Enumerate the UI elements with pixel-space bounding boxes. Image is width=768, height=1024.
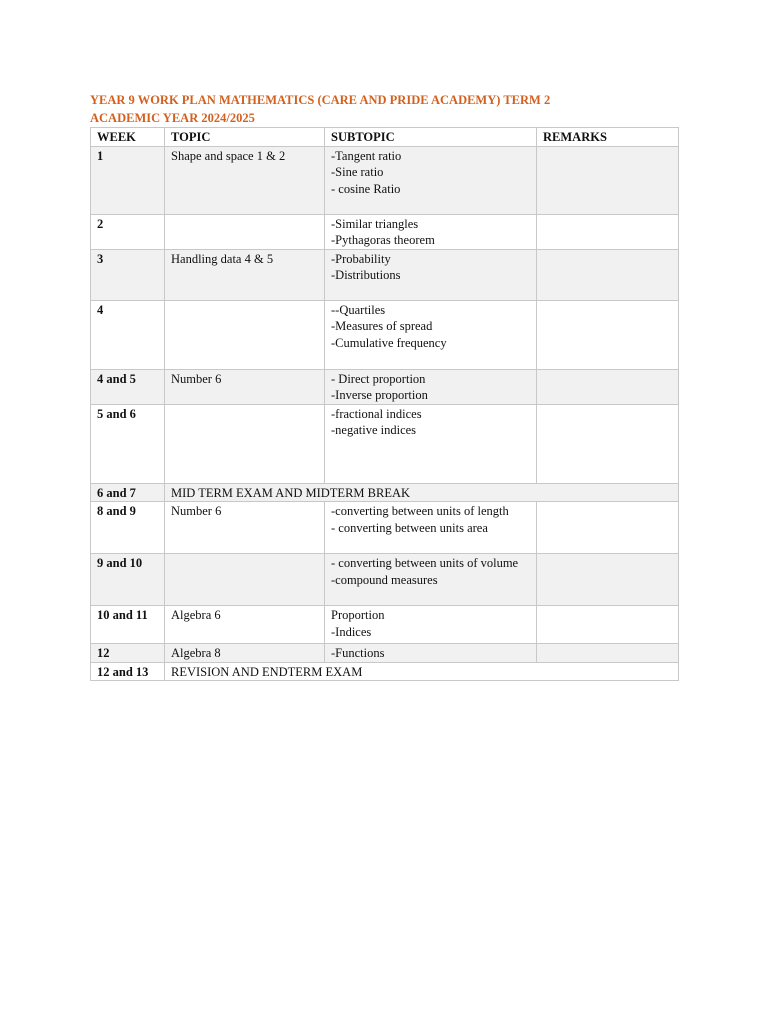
header-remarks: REMARKS bbox=[537, 128, 679, 147]
subtopic-item: -Pythagoras theorem bbox=[331, 233, 435, 247]
title-line-1: YEAR 9 WORK PLAN MATHEMATICS (CARE AND PRIDE ACADEMY) TERM 2 bbox=[90, 93, 551, 107]
week-cell: 9 and 10 bbox=[91, 554, 165, 606]
subtopic-cell bbox=[325, 146, 537, 214]
topic-cell: Algebra 8 bbox=[165, 644, 325, 663]
week-cell: 4 and 5 bbox=[91, 369, 165, 404]
remarks-cell bbox=[537, 369, 679, 404]
week-cell: 3 bbox=[91, 249, 165, 300]
header-week: WEEK bbox=[91, 128, 165, 147]
remarks-cell bbox=[537, 404, 679, 483]
remarks-cell bbox=[537, 644, 679, 663]
subtopic-item: -Distributions bbox=[331, 268, 401, 282]
subtopic-item: -Functions bbox=[331, 646, 385, 660]
week-cell: 12 and 13 bbox=[91, 662, 165, 681]
merged-event-cell: MID TERM EXAM AND MIDTERM BREAK bbox=[165, 483, 679, 502]
subtopic-item: -converting between units of length bbox=[331, 504, 509, 518]
subtopic-item: -Similar triangles bbox=[331, 216, 419, 231]
remarks-cell bbox=[537, 554, 679, 606]
table-row bbox=[91, 146, 679, 214]
document-title bbox=[90, 92, 690, 127]
table-row bbox=[91, 404, 679, 483]
remarks-cell bbox=[537, 146, 679, 214]
week-cell: 1 bbox=[91, 146, 165, 214]
week-cell: 12 bbox=[91, 644, 165, 663]
subtopic-cell bbox=[325, 300, 537, 369]
table-row bbox=[91, 554, 679, 606]
subtopic-item: -Indices bbox=[331, 624, 372, 639]
week-cell: 8 and 9 bbox=[91, 502, 165, 554]
week-cell: 6 and 7 bbox=[91, 483, 165, 502]
title-line-2: ACADEMIC YEAR 2024/2025 bbox=[90, 110, 255, 125]
table-row bbox=[91, 300, 679, 369]
table-row bbox=[91, 606, 679, 644]
topic-cell: Number 6 bbox=[165, 502, 325, 554]
table-row bbox=[91, 369, 679, 404]
topic-cell: Number 6 bbox=[165, 369, 325, 404]
table-header-row bbox=[91, 128, 679, 147]
table-row bbox=[91, 644, 679, 663]
subtopic-item: -Measures of spread bbox=[331, 319, 433, 333]
subtopic-cell bbox=[325, 214, 537, 249]
subtopic-item: - converting between units area bbox=[331, 520, 488, 535]
header-subtopic: SUBTOPIC bbox=[325, 128, 537, 147]
work-plan-table bbox=[90, 127, 679, 681]
remarks-cell bbox=[537, 606, 679, 644]
subtopic-item: -Sine ratio bbox=[331, 165, 384, 179]
subtopic-item: -Tangent ratio bbox=[331, 148, 402, 163]
subtopic-item: -compound measures bbox=[331, 572, 438, 587]
table-row bbox=[91, 249, 679, 300]
subtopic-cell bbox=[325, 502, 537, 554]
merged-event-cell: REVISION AND ENDTERM EXAM bbox=[165, 662, 679, 681]
week-cell: 4 bbox=[91, 300, 165, 369]
topic-cell: Handling data 4 & 5 bbox=[165, 249, 325, 300]
topic-cell: Shape and space 1 & 2 bbox=[165, 146, 325, 214]
subtopic-item: -Inverse proportion bbox=[331, 388, 428, 402]
subtopic-item: - converting between units of volume bbox=[331, 556, 519, 570]
table-row bbox=[91, 662, 679, 681]
subtopic-item: -Probability bbox=[331, 251, 391, 266]
topic-cell bbox=[165, 404, 325, 483]
topic-cell bbox=[165, 300, 325, 369]
table-row bbox=[91, 214, 679, 249]
week-cell: 10 and 11 bbox=[91, 606, 165, 644]
subtopic-item: -Cumulative frequency bbox=[331, 335, 447, 350]
subtopic-item: - Direct proportion bbox=[331, 371, 426, 386]
week-cell: 5 and 6 bbox=[91, 404, 165, 483]
subtopic-cell bbox=[325, 644, 537, 663]
subtopic-cell bbox=[325, 369, 537, 404]
subtopic-cell bbox=[325, 404, 537, 483]
topic-cell bbox=[165, 214, 325, 249]
remarks-cell bbox=[537, 502, 679, 554]
subtopic-cell bbox=[325, 249, 537, 300]
remarks-cell bbox=[537, 300, 679, 369]
subtopic-item: -fractional indices bbox=[331, 406, 422, 421]
subtopic-cell bbox=[325, 606, 537, 644]
week-cell: 2 bbox=[91, 214, 165, 249]
subtopic-item: - cosine Ratio bbox=[331, 181, 401, 196]
topic-cell bbox=[165, 554, 325, 606]
subtopic-item: -negative indices bbox=[331, 423, 417, 437]
remarks-cell bbox=[537, 214, 679, 249]
subtopic-item: Proportion bbox=[331, 608, 385, 622]
remarks-cell bbox=[537, 249, 679, 300]
subtopic-cell bbox=[325, 554, 537, 606]
table-row bbox=[91, 502, 679, 554]
header-topic: TOPIC bbox=[165, 128, 325, 147]
subtopic-item: --Quartiles bbox=[331, 302, 386, 317]
table-row bbox=[91, 483, 679, 502]
topic-cell: Algebra 6 bbox=[165, 606, 325, 644]
